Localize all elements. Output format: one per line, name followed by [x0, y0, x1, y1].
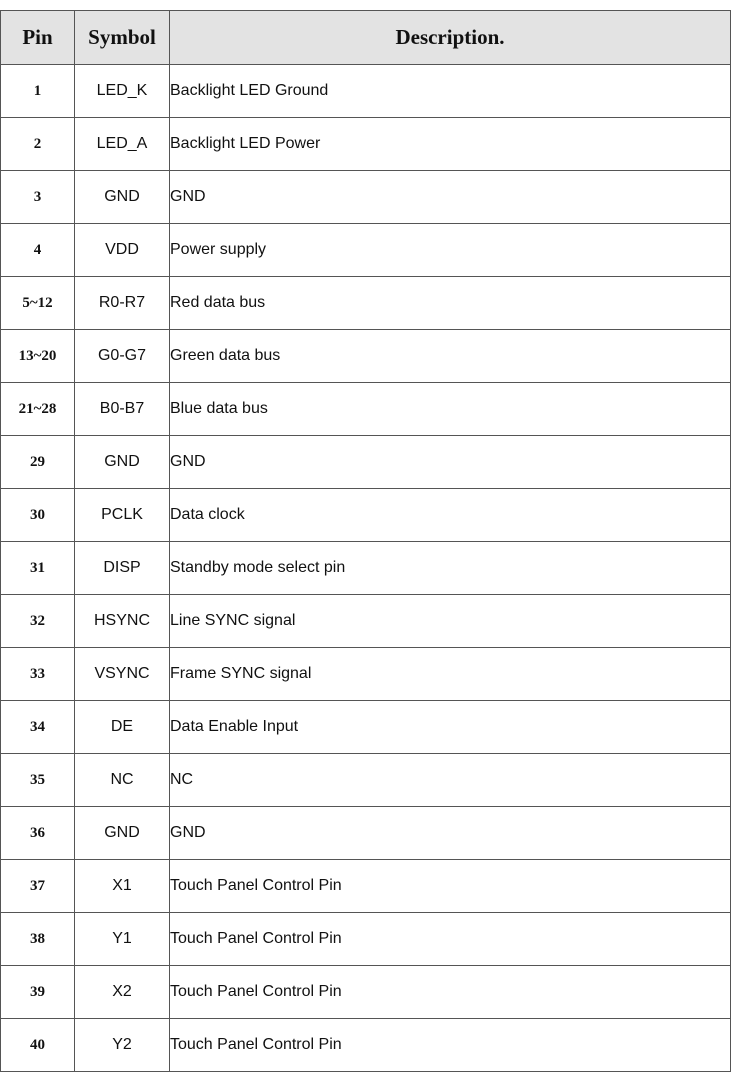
pin-cell: 34 [1, 701, 75, 754]
table-row [1, 807, 731, 860]
pin-cell: 38 [1, 913, 75, 966]
table-row [1, 595, 731, 648]
symbol-cell: DE [75, 701, 170, 754]
description-cell: Touch Panel Control Pin [170, 966, 731, 1019]
description-cell: Backlight LED Ground [170, 65, 731, 118]
pin-cell: 39 [1, 966, 75, 1019]
table-row [1, 224, 731, 277]
description-cell: Frame SYNC signal [170, 648, 731, 701]
symbol-cell: HSYNC [75, 595, 170, 648]
table-row [1, 966, 731, 1019]
table-row [1, 65, 731, 118]
pin-cell: 35 [1, 754, 75, 807]
pin-cell: 40 [1, 1019, 75, 1072]
header-symbol: Symbol [75, 11, 170, 65]
description-cell: Red data bus [170, 277, 731, 330]
table-row [1, 383, 731, 436]
header-pin: Pin [1, 11, 75, 65]
table-row [1, 648, 731, 701]
description-cell: Data Enable Input [170, 701, 731, 754]
pin-cell: 3 [1, 171, 75, 224]
table-row [1, 171, 731, 224]
symbol-cell: GND [75, 436, 170, 489]
pin-cell: 13~20 [1, 330, 75, 383]
description-cell: NC [170, 754, 731, 807]
symbol-cell: B0-B7 [75, 383, 170, 436]
pin-cell: 2 [1, 118, 75, 171]
table-row [1, 754, 731, 807]
description-cell: Data clock [170, 489, 731, 542]
symbol-cell: GND [75, 807, 170, 860]
description-cell: Line SYNC signal [170, 595, 731, 648]
table-row [1, 277, 731, 330]
symbol-cell: R0-R7 [75, 277, 170, 330]
symbol-cell: DISP [75, 542, 170, 595]
table-row [1, 913, 731, 966]
table-row [1, 701, 731, 754]
symbol-cell: VSYNC [75, 648, 170, 701]
description-cell: Touch Panel Control Pin [170, 860, 731, 913]
symbol-cell: Y2 [75, 1019, 170, 1072]
symbol-cell: LED_K [75, 65, 170, 118]
pin-cell: 1 [1, 65, 75, 118]
description-cell: Standby mode select pin [170, 542, 731, 595]
symbol-cell: X1 [75, 860, 170, 913]
description-cell: GND [170, 171, 731, 224]
pin-cell: 32 [1, 595, 75, 648]
table-row [1, 1019, 731, 1072]
pin-cell: 31 [1, 542, 75, 595]
description-cell: Green data bus [170, 330, 731, 383]
header-description: Description. [170, 11, 731, 65]
description-cell: GND [170, 436, 731, 489]
description-cell: GND [170, 807, 731, 860]
pin-cell: 4 [1, 224, 75, 277]
pin-cell: 21~28 [1, 383, 75, 436]
table-row [1, 860, 731, 913]
symbol-cell: G0-G7 [75, 330, 170, 383]
table-row [1, 489, 731, 542]
table-row [1, 436, 731, 489]
pin-cell: 5~12 [1, 277, 75, 330]
description-cell: Power supply [170, 224, 731, 277]
description-cell: Blue data bus [170, 383, 731, 436]
pin-cell: 29 [1, 436, 75, 489]
pin-cell: 30 [1, 489, 75, 542]
description-cell: Backlight LED Power [170, 118, 731, 171]
symbol-cell: LED_A [75, 118, 170, 171]
header-row [1, 11, 731, 65]
table-row [1, 542, 731, 595]
symbol-cell: GND [75, 171, 170, 224]
symbol-cell: VDD [75, 224, 170, 277]
pin-assignment-table [0, 10, 731, 1072]
pin-cell: 36 [1, 807, 75, 860]
description-cell: Touch Panel Control Pin [170, 1019, 731, 1072]
symbol-cell: PCLK [75, 489, 170, 542]
pin-cell: 33 [1, 648, 75, 701]
pin-cell: 37 [1, 860, 75, 913]
symbol-cell: Y1 [75, 913, 170, 966]
description-cell: Touch Panel Control Pin [170, 913, 731, 966]
table-row [1, 118, 731, 171]
table-row [1, 330, 731, 383]
symbol-cell: X2 [75, 966, 170, 1019]
symbol-cell: NC [75, 754, 170, 807]
